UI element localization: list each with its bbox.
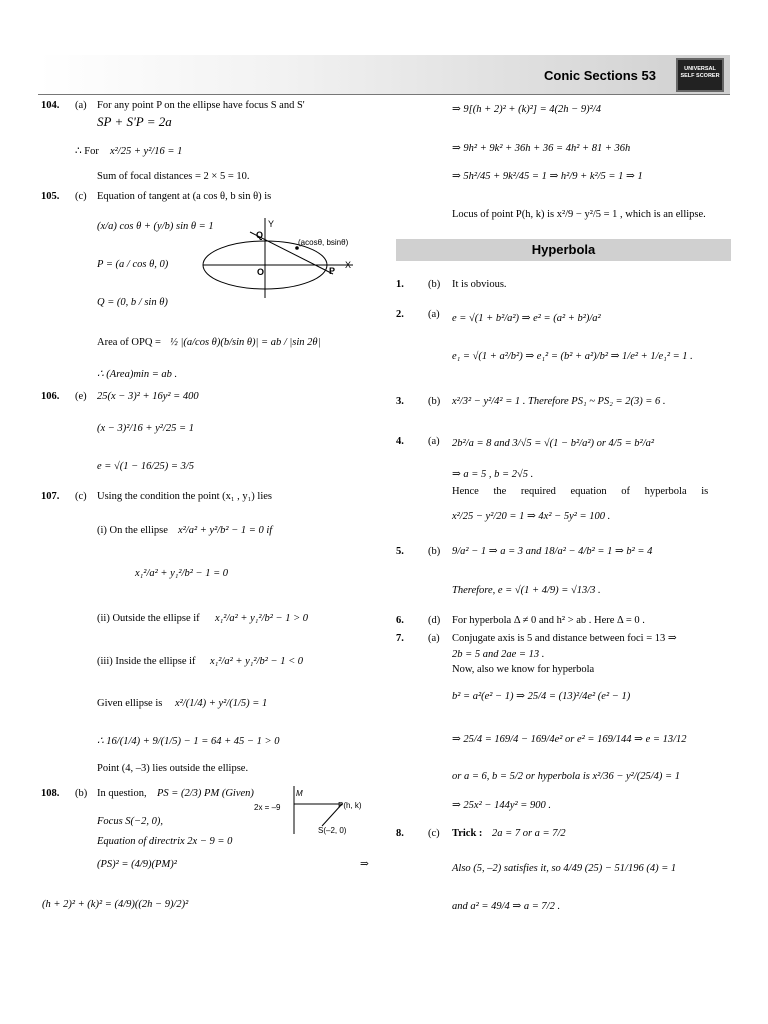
q107-conclusion: Point (4, –3) lies outside the ellipse. — [97, 763, 249, 774]
h7-eq5: ⇒ 25x² − 144y² = 900 . — [452, 800, 551, 811]
cont-eq2: ⇒ 9h² + 9k² + 36h + 36 = 4h² + 81 + 36h — [452, 143, 631, 154]
q105-min-area: ∴ (Area)min = ab . — [97, 369, 178, 380]
q106-eq1: 25(x − 3)² + 16y² = 400 — [97, 391, 199, 402]
h4-text: Hence the required equation of hyperbola is — [452, 486, 709, 497]
q108-directrix: Equation of directrix 2x − 9 = 0 — [97, 836, 233, 847]
q106-eq3: e = √(1 − 16/25) = 3/5 — [97, 461, 195, 472]
page-title: Conic Sections 53 — [544, 68, 656, 83]
directrix-figure — [252, 782, 372, 838]
h8-eq2: Also (5, –2) satisfies it, so 4/49 (25) − 51/196 (4) = 1 — [452, 863, 677, 874]
fig-q-label: Q — [256, 230, 264, 240]
q107-number: 107. — [41, 491, 60, 502]
q107-given-label: Given ellipse is — [97, 698, 163, 709]
q106-number: 106. — [41, 391, 60, 402]
h5-number: 5. — [396, 546, 404, 557]
h7-eq1: 2b = 5 and 2ae = 13 . — [452, 649, 545, 660]
header-rule — [38, 94, 730, 95]
q107-case-i-eq: x²/a² + y²/b² − 1 = 0 if — [178, 525, 273, 536]
q104-for: ∴ For — [75, 146, 99, 157]
q108-option: (b) — [75, 788, 88, 799]
h3-eq: x²/3² − y²/4² = 1 . Therefore PS₁ ~ PS₂ = 2(3) = 6 . — [452, 396, 666, 407]
fig-s-label: S(–2, 0) — [318, 826, 347, 835]
cont-locus: Locus of point P(h, k) is x²/9 − y²/5 = 1 , which is an ellipse. — [452, 209, 706, 220]
q105-tangent-eq: (x/a) cos θ + (y/b) sin θ = 1 — [97, 221, 214, 232]
h3-number: 3. — [396, 396, 404, 407]
q105-text: Equation of tangent at (a cos θ, b sin θ) is — [97, 191, 272, 202]
q107-case-i-eq2: x₁²/a² + y₁²/b² − 1 = 0 — [135, 568, 229, 579]
q107-given-eq: x²/(1/4) + y²/(1/5) = 1 — [175, 698, 268, 709]
h5-eq1: 9/a² − 1 ⇒ a = 3 and 18/a² − 4/b² = 1 ⇒ b² = 4 — [452, 546, 653, 557]
q107-case-ii-eq: x₁²/a² + y₁²/b² − 1 > 0 — [215, 613, 309, 624]
q104-text: For any point P on the ellipse have focus S and S' — [97, 100, 305, 111]
section-title: Hyperbola — [531, 242, 596, 257]
q104-eq: SP + S'P = 2a — [97, 114, 172, 129]
h4-eq2: ⇒ a = 5 , b = 2√5 . — [452, 469, 534, 480]
h2-eq2: e₁ = √(1 + a²/b²) ⇒ e₁² = (b² + a²)/b² ⇒ 1/e² + 1/e₁² = 1 . — [452, 351, 693, 362]
q107-case-i: (i) On the ellipse — [97, 525, 168, 536]
h8-eq3: and a² = 49/4 ⇒ a = 7/2 . — [452, 901, 561, 912]
h4-eq1: 2b²/a = 8 and 3/√5 = √(1 − b²/a²) or 4/5 = b²/a² — [452, 438, 655, 449]
q108-number: 108. — [41, 788, 60, 799]
fig-y-label: Y — [268, 219, 275, 229]
q106-eq2: (x − 3)²/16 + y²/25 = 1 — [97, 423, 194, 434]
q105-area-expr: ½ |(a/cos θ)(b/sin θ)| = ab / |sin 2θ| — [170, 337, 321, 348]
q105-number: 105. — [41, 191, 60, 202]
h4-option: (a) — [428, 436, 440, 447]
h2-eq1: e = √(1 + b²/a²) ⇒ e² = (a² + b²)/a² — [452, 313, 601, 324]
q104-ellipse-eq: x²/25 + y²/16 = 1 — [110, 146, 183, 157]
q108-arrow: ⇒ — [360, 859, 369, 870]
cont-eq3: ⇒ 5h²/45 + 9k²/45 = 1 ⇒ h²/9 + k²/5 = 1 ⇒ 1 — [452, 171, 643, 182]
q108-text: In question, — [97, 788, 147, 799]
h7-eq3: ⇒ 25/4 = 169/4 − 169/4e² or e² = 169/144 ⇒ e = 13/12 — [452, 734, 687, 745]
h1-text: It is obvious. — [452, 279, 507, 290]
h8-trick: Trick : — [452, 828, 483, 839]
fig-o-label: O — [257, 267, 265, 277]
fig-p-label: P(h, k) — [338, 801, 362, 810]
h7-number: 7. — [396, 633, 404, 644]
fig-p-label: P — [329, 266, 336, 276]
h7-text2: Now, also we know for hyperbola — [452, 664, 595, 675]
h5-option: (b) — [428, 546, 441, 557]
q104-sum: Sum of focal distances = 2 × 5 = 10. — [97, 171, 250, 182]
h6-text: For hyperbola Δ ≠ 0 and h² > ab . Here Δ = 0 . — [452, 615, 645, 626]
q108-eq1: (PS)² = (4/9)(PM)² — [97, 859, 177, 870]
ellipse-tangent-figure — [195, 210, 365, 300]
h2-number: 2. — [396, 309, 404, 320]
h4-eq3: x²/25 − y²/20 = 1 ⇒ 4x² − 5y² = 100 . — [452, 511, 611, 522]
q107-case-iii-eq: x₁²/a² + y₁²/b² − 1 < 0 — [210, 656, 304, 667]
h8-eq1: 2a = 7 or a = 7/2 — [492, 828, 566, 839]
h5-eq2: Therefore, e = √(1 + 4/9) = √13/3 . — [452, 585, 601, 596]
q107-case-iii: (iii) Inside the ellipse if — [97, 656, 196, 667]
h6-number: 6. — [396, 615, 404, 626]
h7-eq4: or a = 6, b = 5/2 or hyperbola is x²/36 − y²/(25/4) = 1 — [452, 771, 680, 782]
h7-text1: Conjugate axis is 5 and distance between foci = 13 ⇒ — [452, 633, 677, 644]
q104-option: (a) — [75, 100, 87, 111]
fig-directrix-label: 2x = –9 — [254, 803, 281, 812]
fig-x-label: X — [345, 260, 352, 270]
q108-focus: Focus S(−2, 0), — [97, 816, 163, 827]
q105-option: (c) — [75, 191, 87, 202]
h7-option: (a) — [428, 633, 440, 644]
h1-option: (b) — [428, 279, 441, 290]
h8-option: (c) — [428, 828, 440, 839]
q105-area-label: Area of OPQ = — [97, 337, 161, 348]
q107-case-ii: (ii) Outside the ellipse if — [97, 613, 200, 624]
publisher-logo: UNIVERSAL SELF SCORER — [676, 58, 724, 92]
cont-eq1: ⇒ 9[(h + 2)² + (k)²] = 4(2h − 9)²/4 — [452, 104, 601, 115]
h8-number: 8. — [396, 828, 404, 839]
h3-option: (b) — [428, 396, 441, 407]
q107-calc: ∴ 16/(1/4) + 9/(1/5) − 1 = 64 + 45 − 1 > 0 — [97, 736, 280, 747]
h7-eq2: b² = a²(e² − 1) ⇒ 25/4 = (13)²/4e² (e² − 1) — [452, 691, 631, 702]
fig-point-label: (acosθ, bsinθ) — [298, 238, 349, 247]
q108-ps-relation: PS = (2/3) PM (Given) — [157, 788, 254, 799]
fig-m-label: M — [296, 789, 303, 798]
q104-number: 104. — [41, 100, 60, 111]
q105-point-q: Q = (0, b / sin θ) — [97, 297, 168, 308]
q106-option: (e) — [75, 391, 87, 402]
h1-number: 1. — [396, 279, 404, 290]
h6-option: (d) — [428, 615, 441, 626]
q108-eq2: (h + 2)² + (k)² = (4/9)((2h − 9)/2)² — [42, 899, 189, 910]
q105-point-p: P = (a / cos θ, 0) — [97, 259, 169, 270]
h4-number: 4. — [396, 436, 404, 447]
q107-option: (c) — [75, 491, 87, 502]
q107-text: Using the condition the point (x₁ , y₁) lies — [97, 491, 273, 502]
h2-option: (a) — [428, 309, 440, 320]
